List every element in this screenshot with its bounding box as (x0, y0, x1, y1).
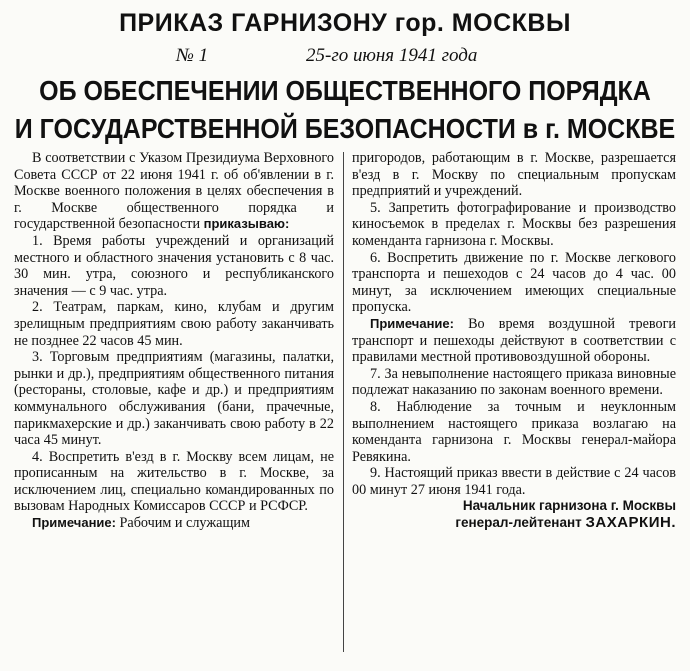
intro-paragraph (14, 150, 334, 233)
column-divider (343, 152, 344, 652)
right-column (352, 150, 676, 532)
signature-block (352, 498, 676, 531)
signature-name: ЗАХАРКИН. (585, 514, 676, 532)
clause-5: 5. Запретить фотографирование и производство киносъемок в пределах г. Москвы без разрешения коменданта гарнизона г. Москвы. (352, 199, 676, 249)
clause-4-continued: пригородов, работающим в г. Москве, разрешается в'езд в г. Москву по специальным пропускам предприятий и учреждений. (352, 150, 676, 200)
left-column (14, 150, 334, 532)
signature-rank: генерал-лейтенант (455, 515, 582, 531)
note-2 (352, 316, 676, 366)
note-2-label: Примечание: (370, 315, 454, 331)
headline-line-1: ОБ ОБЕСПЕЧЕНИИ ОБЩЕСТВЕННОГО ПОРЯДКА (39, 75, 651, 107)
clause-7: 7. За невыполнение настоящего приказа виновные подлежат наказанию по законам военного времени. (352, 365, 676, 399)
clause-9: 9. Настоящий приказ ввести в действие с 24 часов 00 минут 27 июня 1941 года. (352, 465, 676, 498)
clause-3: 3. Торговым предприятиям (магазины, палатки, рынки и др.), предприятиям общественного питания (рестораны, столовые, кафе и др.) и предприятиям коммунального обслуживания (бани, прачечные, парикмахерские и др.) заканчивать свою работу в 22 часа 45 минут. (14, 349, 334, 449)
note-1 (14, 515, 334, 532)
intro-command: приказываю: (203, 216, 290, 232)
note-2-text: Во время воздушной тревоги транспорт и пешеходы действуют в соответствии с правилами местной противовоздушной обороны. (352, 315, 676, 366)
clause-8: 8. Наблюдение за точным и неуклонным выполнением настоящего приказа возлагаю на коменданта гарнизона г. Москвы генерал-майора Ревякина. (352, 398, 676, 465)
clause-1: 1. Время работы учреждений и организаций местного и областного значения установить с 8 час. 30 мин. утра, союзного и республиканского значения — с 9 час. утра. (14, 232, 334, 299)
signature-rank-line (352, 515, 676, 532)
clause-4: 4. Воспретить в'езд в г. Москву всем лицам, не прописанным на жительство в г. Москве, за исключением лиц, специально командированных по вызовам Народных Комиссаров СССР и РСФСР. (14, 448, 334, 515)
signature-title: Начальник гарнизона г. Москвы (462, 498, 676, 514)
headline-line-2: И ГОСУДАРСТВЕННОЙ БЕЗОПАСНОСТИ в г. МОСКВЕ (14, 113, 676, 145)
intro-text: В соответствии с Указом Президиума Верховного Совета СССР от 22 июня 1941 г. об об'явлении в г. Москве военного положения в целях обеспечения в г. Москве общественного порядка и государственной безопасности (14, 150, 334, 233)
order-number: № 1 (176, 45, 209, 66)
note-1-label: Примечание: (32, 515, 116, 531)
order-date: 25-го июня 1941 года (306, 45, 478, 66)
order-title: ПРИКАЗ ГАРНИЗОНУ гор. МОСКВЫ (119, 9, 571, 37)
clause-6: 6. Воспретить движение по г. Москве легкового транспорта и пешеходов с 24 часов до 4 час. 00 минут, за исключением имеющих специальные пропуска. (352, 249, 676, 316)
note-1-text: Рабочим и служащим (119, 515, 250, 532)
clause-2: 2. Театрам, паркам, кино, клубам и другим зрелищным предприятиям свою работу заканчивать не позднее 22 часов 45 мин. (14, 299, 334, 349)
